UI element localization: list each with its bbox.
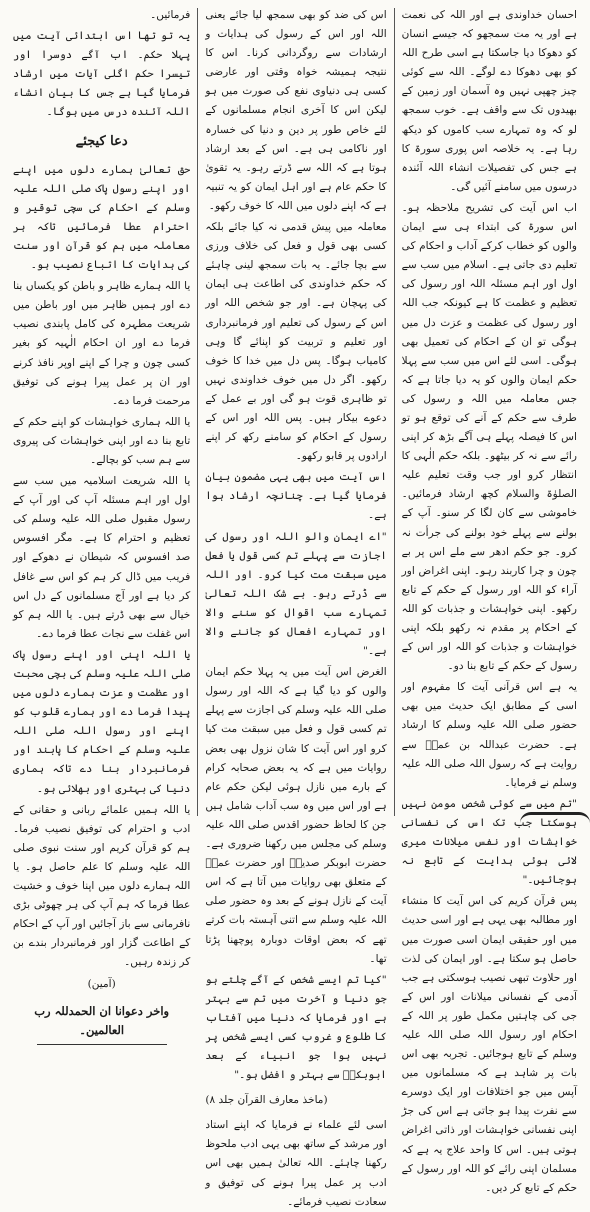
paragraph-text: یا اللہ ہمیں علمائے ربانی و حقانی کے ادب و احترام کی توفیق نصیب فرما۔ ہم کو قرآن کریم اور سنت نبوی صلی اللہ علیہ وسلم کا علم حاصل ہو۔ یا اللہ ہمارے دلوں میں اپنا خوف و خشیت عطا فرما کہ ہم آپ کی ہر چھوٹی بڑی نافرمانی سے باز آجائیں اور آپ کے احکام کے اطاعت گزار اور فرمانبردار بندے بن کر زندہ رہیں۔: [12, 803, 191, 969]
dua-paragraph: [13, 161, 190, 276]
paragraph: [402, 678, 577, 793]
dua-paragraph: [13, 801, 190, 973]
paragraph-text: معاملہ میں پیش قدمی نہ کیا جائے بلکہ کسی بھی قول و فعل کی خلاف ورزی سے بچا جائے۔ یہ بات سمجھ لینی چاہئے کہ حکم خداوندی کی اطاعت ہی ایمان کی پہچان ہے۔ اور جو شخص اللہ اور اس کے رسول کی تعلیم اور فرمانبرداری اور تعلیم و تربیت کو اپنائے گا وہی کامیاب ہوگا۔ پس دل میں خدا کا خوف رکھو۔ اگر دل میں خوف خداوندی نہیں تو ظاہری قوت ہو گی اور بے عمل کے دعوے بیکار ہیں۔ پس اللہ اور اس کے رسول کے احکام کو سامنے رکھ کر اپنے ارادوں پر قابو رکھو۔: [205, 221, 387, 463]
paragraph: [205, 6, 386, 216]
closing-underline: [37, 1044, 167, 1045]
column-right: [395, 4, 584, 1194]
paragraph: [13, 27, 190, 122]
section-heading: دعا کیجئے: [75, 133, 128, 149]
column-left: [6, 4, 197, 1037]
paragraph-text: "اے ایمان والو اللہ اور رسول کی اجازت سے پہلے تم کسی قول یا فعل میں سبقت مت کیا کرو۔ اور اللہ سے ڈرتے رہو۔ بے شک اللہ تعالیٰ تمہارے سب اقوال کو سننے والا اور تمہارے افعال کو جاننے والا ہے۔": [205, 530, 387, 658]
column-middle: [198, 4, 393, 1208]
closing-line: واخر دعوانا ان الحمدللہ رب العالمین۔: [34, 1003, 170, 1037]
paragraph-text: فرمائیں۔: [150, 9, 191, 21]
paragraph-text: اس کی ضد کو بھی سمجھ لیا جائے یعنی اللہ اور اس کے رسول کی ہدایات و ارشادات سے روگردانی کرنا۔ اس کا نتیجہ ہمیشہ خواہ وقتی اور عارضی کسی ہی دنیاوی نفع کی صورت میں ہو لیکن اس کا آخری انجام مسلمانوں کے لئے خاص طور پر دین و دنیا کی خسارہ اور ناکامی ہی ہے۔ اس کے بعد ارشاد ہوتا ہے کہ اللہ سے ڈرتے رہو۔ یہ تقویٰ کا حکم عام ہے اور اہل ایمان کو یہ تنبیہ ہے کہ اپنے دلوں میں اللہ کا خوف رکھو۔: [205, 9, 387, 212]
paragraph: [13, 6, 190, 25]
amen-line: [13, 975, 190, 994]
hadith-quote: [205, 971, 386, 1086]
dua-paragraph: [13, 472, 190, 644]
paragraph-text: یا اللہ شریعت اسلامیہ میں سب سے اول اور اہم مسئلہ آپ کی اور آپ کے رسول مقبول صلی اللہ علیہ وسلم کی تعظیم و احترام کا ہے۔ مگر افسوس صد افسوس کہ شیطان نے دھوکے اور فریب میں ڈال کر ہم کو اس سے غافل کر دیا ہے اور آج مسلمانوں کے دل اس خیال سے بھی ڈرتے ہیں۔ یا اللہ ہم کو اس غفلت سے نجات عطا فرما دے۔: [12, 475, 191, 640]
page-corner-ornament: [520, 812, 590, 823]
paragraph-text: یا اللہ ہمارے ظاہر و باطن کو یکساں بنا دے اور ہمیں ظاہر میں اور باطن میں شریعت مطہرہ کی کامل پابندی نصیب فرما دے اور ان احکام الٰہیہ کو بغیر کسی چون و چرا کے اپنے اوپر نافذ کرنے اور ان پر عمل پیرا ہونے کی توفیق مرحمت فرما دے۔: [12, 280, 191, 407]
paragraph-text: (آمین): [87, 977, 116, 990]
paragraph: [402, 6, 577, 197]
paragraph-text: پس قرآن کریم کی اس آیت کا منشاء اور مطالبہ بھی یہی ہے اور اسی حدیث میں اور حقیقی ایمان اسی صورت میں حاصل ہو سکتا ہے۔ اور ایمان کی لذت اور حلاوت تبھی نصیب ہوسکتی ہے جب آدمی کے نفسانی میلانات اور اس کے جی کی چاہتیں مکمل طور پر اللہ کے احکام اور رسول اللہ صلی اللہ علیہ وسلم کے تابع ہوجائیں۔ تجربہ بھی اس بات پر شاہد ہے کہ مسلمانوں میں آپس میں جو اختلافات اور ایک دوسرے سے نفرت پیدا ہو جاتی ہے اس کی جڑ اپنی نفسانی خواہشات اور ذاتی اغراض ہوتی ہیں۔ اس کا واحد علاج یہ ہے کہ مسلمان اپنی رائے کو اللہ اور رسول کے حکم کے تابع کر دیں۔: [401, 895, 577, 1194]
paragraph: [402, 892, 577, 1198]
dua-paragraph: [13, 413, 190, 470]
source-reference: [205, 1091, 386, 1110]
paragraph: [205, 1116, 386, 1211]
paragraph-text: یا اللہ اپنی اور اپنے رسول پاک صلی اللہ علیہ وسلم کی بچی محبت اور عظمت و عزت ہمارے دلوں میں پیدا فرما دے اور ہمارے قلوب کو اپنے اور رسول اللہ صلی اللہ علیہ وسلم کے احکام کا پابند اور فرمانبردار بنا دے تاکہ ہماری دنیا کی بہتری اور بھلائی ہو۔: [12, 648, 191, 795]
paragraph-text: اسی لئے علماء نے فرمایا کہ اپنے استاد اور مرشد کے ساتھ بھی یہی ادب ملحوظ رکھنا چاہئے۔ اللہ تعالیٰ ہمیں بھی اس ادب پر عمل پیرا ہونے کی توفیق و سعادت نصیب فرمائے۔: [205, 1119, 387, 1208]
source-reference-text: (ماخذ معارف القرآن جلد ۸): [205, 1094, 328, 1107]
paragraph-text: حق تعالیٰ ہمارے دلوں میں اپنے اور اپنے رسول پاک صلی اللہ علیہ وسلم کے احکام کی سچی توقیر و احترام عطا فرمائیں تاکہ ہر معاملہ میں ہم کو قرآن اور سنت کی ہدایات کا اتباع نصیب ہو۔: [12, 163, 191, 272]
paragraph-text: یہ تو تھا اس ابتدائی آیت میں پہلا حکم۔ اب آگے دوسرا اور تیسرا حکم اگلی آیات میں ارشاد فرمایا گیا ہے جس کا بیان انشاء اللہ آئندہ درس میں ہوگا۔: [12, 30, 191, 119]
paragraph-text: الغرض اس آیت میں یہ پہلا حکم ایمان والوں کو دیا گیا ہے کہ اللہ اور رسول صلی اللہ علیہ وسلم کی اجازت سے پہلے تم کسی قول و فعل میں سبقت مت کیا کرو اور اس آیت کا شان نزول بھی بعض روایات میں ہے کہ یہ بعض صحابہ کرام کے بارے میں نازل ہوئی لیکن حکم عام ہے اور اس میں وہ سب آداب شامل ہیں جن کا لحاظ حضور اقدس صلی اللہ علیہ وسلم کی مجلس میں رکھنا ضروری ہے۔ حضرت ابوبکر صدیقؓ اور حضرت عمرؓ کے متعلق بھی روایات میں آتا ہے کہ اس آیت کے نازل ہونے کے بعد وہ حضور صلی اللہ علیہ وسلم سے اتنی آہستہ بات کرتے تھے کہ بعض اوقات دوبارہ پوچھنا پڑتا تھا۔: [205, 666, 387, 965]
paragraph-text: احسان خداوندی ہے اور اللہ کی نعمت ہے اور یہ مت سمجھو کہ جیسے انسان کو دھوکا دیا جاسکتا ہے اسی طرح اللہ کو بھی دھوکا دے لوگے۔ اللہ سے کوئی چیز چھپی نہیں وہ آسمان اور زمین کے بھیدوں تک سے واقف ہے۔ خوب سمجھ لو کہ وہ تمہارے سب کاموں کو دیکھ رہا ہے۔ یہ خلاصہ اس پوری سورۃ کا ہے جس کی تفصیلات انشاء اللہ آئندہ درسوں میں سامنے آئیں گی۔: [401, 9, 577, 193]
paragraph: [402, 199, 577, 676]
dua-paragraph: [13, 646, 190, 799]
paragraph: [205, 663, 386, 969]
paragraph-text: یہ ہے اس قرآنی آیت کا مفہوم اور اسی کے مطابق ایک حدیث میں بھی حضور صلی اللہ علیہ وسلم کا ارشاد ہے۔ حضرت عبداللہ بن عمرؓ سے روایت ہے کہ رسول اللہ صلی اللہ علیہ وسلم نے فرمایا۔: [401, 681, 577, 789]
paragraph-text: اس آیت میں بھی یہی مضمون بیان فرمایا گیا ہے۔ چنانچہ ارشاد ہوا ہے۔: [205, 471, 387, 522]
paragraph: [205, 218, 386, 466]
hadith-quote: [402, 795, 577, 890]
paragraph-text: "کیا تم ایسے شخص کے آگے چلتے ہو جو دنیا و آخرت میں تم سے بہتر ہے اور فرمایا کہ دنیا میں آفتاب کا طلوع و غروب کسی ایسے شخص پر نہیں ہوا جو انبیاء کے بعد ابوبکرؓ سے بہتر و افضل ہو۔": [205, 973, 387, 1082]
paragraph: [205, 468, 386, 525]
dua-paragraph: [13, 277, 190, 411]
paragraph-text: "تم میں سے کوئی شخص مومن نہیں ہوسکتا جب تک اس کی نفسانی خواہشات اور نفس میلانات میری لائی ہوئی ہدایت کے تابع نہ ہوجائیں۔": [401, 797, 577, 887]
paragraph-text: یا اللہ ہماری خواہشات کو اپنے حکم کے تابع بنا دے اور اپنی خواہشات کی پیروی سے ہم سب کو بچالے۔: [12, 415, 191, 466]
paragraph-text: اب اس آیت کی تشریح ملاحظہ ہو۔ اس سورۃ کی ابتداء ہی سے ایمان والوں کو خطاب کرکے آداب و احکام کی تعلیم دی جاتی ہے۔ اسلام میں سب سے اول اور اہم مسئلہ اللہ اور رسول کی تعظیم و عظمت کا ہے کیونکہ جب اللہ اور رسول کی عظمت و عزت دل میں ہوگی تو ان کے احکام کی تعمیل بھی ہوگی۔ اسی لئے اس میں سب سے پہلا حکم ایمان والوں کو یہ دیا جاتا ہے کہ جس معاملہ میں اللہ و رسول کی طرف سے حکم کے آنے کی توقع ہو تو اس کا فیصلہ پہلے ہی آگے بڑھ کر اپنی رائے سے نہ کر بیٹھو۔ بلکہ حکم الٰہی کا انتظار کرو اور جب وقت تعلیم علیہ الصلوٰۃ والسلام کچھ ارشاد فرمائیں۔ خاموشی سے کان لگا کر سنو۔ آپ کے بولنے سے پہلے خود بولنے کی جرأت نہ کرو۔ جو حکم ادھر سے ملے اس پر بے چون و چرا کاربند رہو۔ اپنی اغراض اور آراء کو اللہ اور رسول کے حکم کے تابع رکھو۔ اپنی خواہشات و جذبات کو اللہ کے احکام پر مقدم نہ رکھو بلکہ اپنی خواہشات و جذبات کو اللہ اور اس کے رسول کے حکم کے تابع بنا دو۔: [401, 201, 577, 673]
verse-translation: [205, 528, 386, 662]
